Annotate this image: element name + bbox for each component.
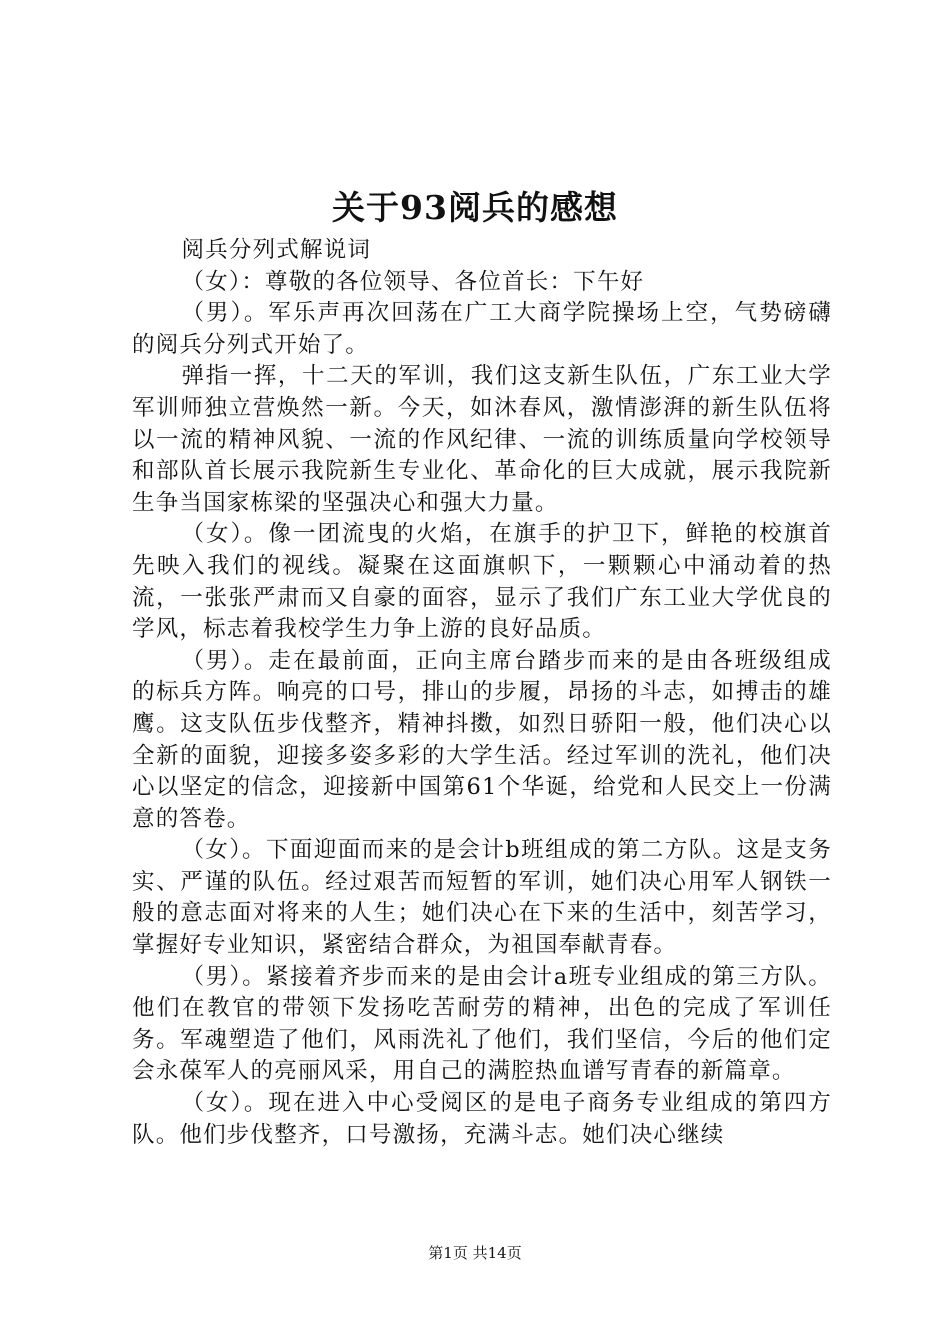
paragraph: （女）。现在进入中心受阅区的是电子商务专业组成的第四方队。他们步伐整齐，口号激扬，充满斗志。她们决心继续 xyxy=(132,1090,832,1148)
paragraph: 弹指一挥，十二天的军训，我们这支新生队伍，广东工业大学军训师独立营焕然一新。今天，如沐春风，激情澎湃的新生队伍将以一流的精神风貌、一流的作风纪律、一流的训练质量向学校领导和部队首长展示我院新生专业化、革命化的巨大成就，展示我院新生争当国家栋梁的坚强决心和强大力量。 xyxy=(132,363,832,516)
paragraph: （男）。紧接着齐步而来的是由会计a班专业组成的第三方队。他们在教官的带领下发扬吃苦耐劳的精神，出色的完成了军训任务。军魂塑造了他们，风雨洗礼了他们，我们坚信，今后的他们定会永葆军人的亮丽风采，用自己的满腔热血谱写青春的新篇章。 xyxy=(132,963,832,1085)
paragraph: （男）。走在最前面，正向主席台踏步而来的是由各班级组成的标兵方阵。响亮的口号，排山的步履，昂扬的斗志，如搏击的雄鹰。这支队伍步伐整齐，精神抖擞，如烈日骄阳一般，他们决心以全新的面貌，迎接多姿多彩的大学生活。经过军训的洗礼，他们决心以坚定的信念，迎接新中国第61个华诞，给党和人民交上一份满意的答卷。 xyxy=(132,647,832,832)
document-title: 关于93阅兵的感想 xyxy=(332,188,618,227)
page-footer: 第1页 共14页 xyxy=(428,1244,522,1262)
document-body xyxy=(132,235,832,1151)
paragraph: （女）。像一团流曳的火焰，在旗手的护卫下，鲜艳的校旗首先映入我们的视线。凝聚在这面旗帜下，一颗颗心中涌动着的热流，一张张严肃而又自豪的面容，显示了我们广东工业大学优良的学风，标志着我校学生力争上游的良好品质。 xyxy=(132,521,832,643)
paragraph: （女）：尊敬的各位领导、各位首长：下午好 xyxy=(181,268,645,295)
paragraph: （女）。下面迎面而来的是会计b班组成的第二方队。这是支务实、严谨的队伍。经过艰苦而短暂的军训，她们决心用军人钢铁一般的意志面对将来的人生；她们决心在下来的生活中，刻苦学习，掌握好专业知识，紧密结合群众，为祖国奉献青春。 xyxy=(132,837,832,959)
paragraph: 阅兵分列式解说词 xyxy=(181,237,372,263)
paragraph: （男）。军乐声再次回荡在广工大商学院操场上空，气势磅礴的阅兵分列式开始了。 xyxy=(132,300,832,358)
